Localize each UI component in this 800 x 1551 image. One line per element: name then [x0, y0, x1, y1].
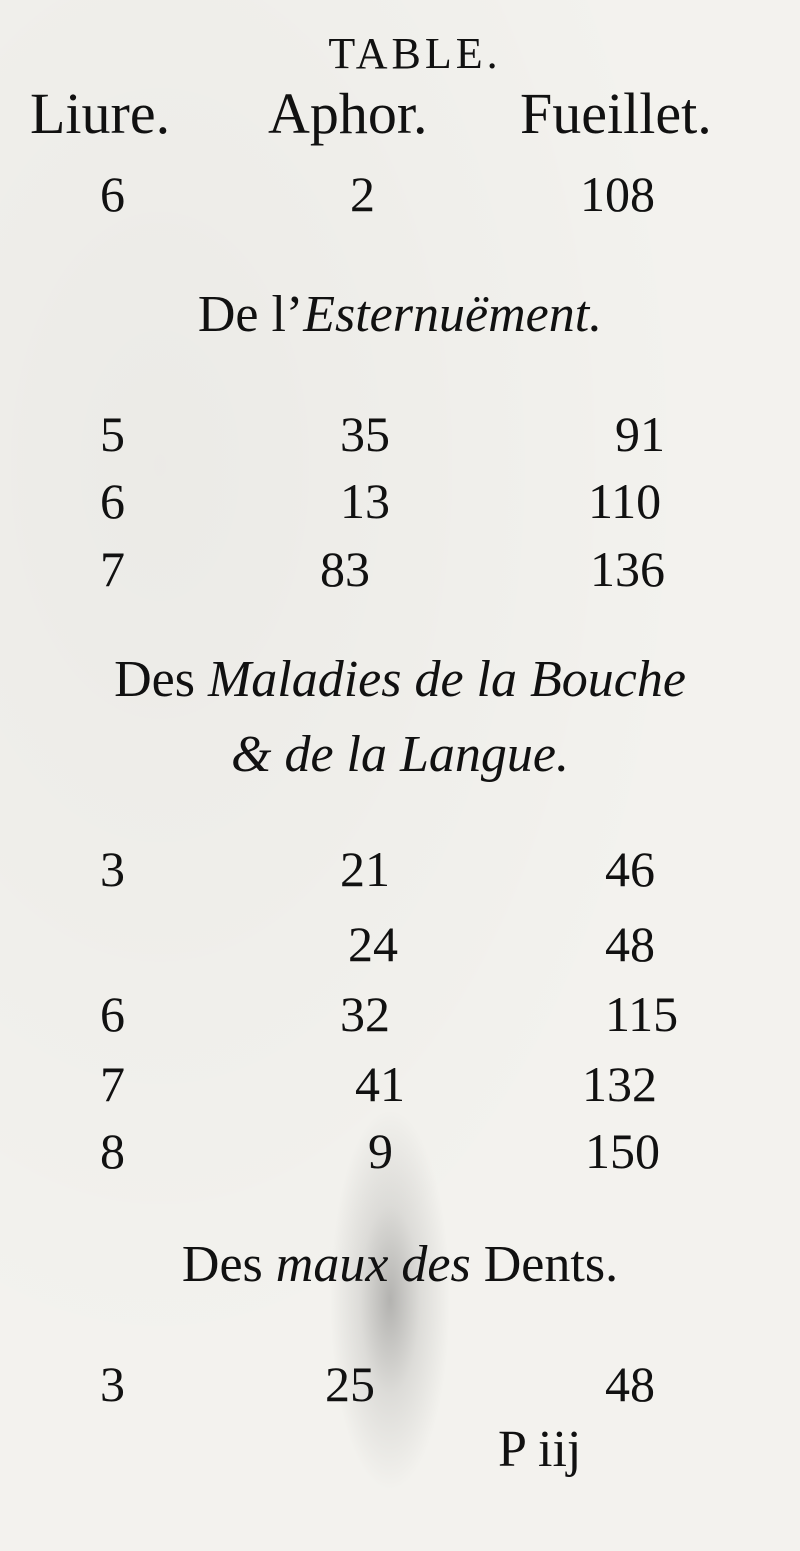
cell-liure: 7 [100, 1056, 125, 1112]
cell-aphor: 21 [340, 841, 390, 897]
heading-prefix: Des [181, 1236, 276, 1293]
cell-liure: 3 [100, 841, 125, 897]
table-row [0, 915, 800, 975]
cell-fueillet: 108 [580, 166, 655, 222]
table-row [0, 472, 800, 532]
cell-fueillet: 46 [605, 841, 655, 897]
table-row [0, 1122, 800, 1182]
heading-italic: Esternuëment. [303, 286, 603, 343]
cell-aphor: 25 [325, 1356, 375, 1412]
heading-italic: Maladies de la Bouche [207, 651, 686, 708]
section-heading-maladies-line2 [0, 725, 800, 784]
cell-fueillet: 136 [590, 541, 665, 597]
cell-aphor: 83 [320, 541, 370, 597]
cell-fueillet: 110 [588, 473, 662, 529]
cell-liure: 6 [100, 473, 125, 529]
table-row [0, 540, 800, 600]
table-row [0, 165, 800, 225]
cell-fueillet: 48 [605, 916, 655, 972]
column-header-fueillet: Fueillet. [520, 81, 712, 146]
cell-fueillet: 91 [615, 406, 665, 462]
cell-fueillet: 150 [585, 1123, 660, 1179]
section-heading-maladies-line1 [0, 650, 800, 709]
section-heading-esternuement [0, 285, 800, 344]
cell-fueillet: 132 [582, 1056, 657, 1112]
cell-liure: 6 [100, 166, 125, 222]
heading-prefix: De l’ [197, 286, 304, 343]
cell-liure: 8 [100, 1123, 125, 1179]
table-row [0, 840, 800, 900]
table-row [0, 985, 800, 1045]
cell-liure: 6 [100, 986, 125, 1042]
cell-fueillet: 48 [605, 1356, 655, 1412]
cell-liure: 3 [100, 1356, 125, 1412]
table-row [0, 1055, 800, 1115]
column-headers [0, 80, 800, 150]
cell-aphor: 2 [350, 166, 375, 222]
cell-aphor: 13 [340, 473, 390, 529]
cell-aphor: 9 [368, 1123, 393, 1179]
column-header-aphor: Aphor. [268, 81, 428, 146]
cell-liure: 7 [100, 541, 125, 597]
cell-aphor: 35 [340, 406, 390, 462]
section-heading-dents [0, 1235, 800, 1294]
table-row [0, 1355, 800, 1415]
cell-fueillet: 115 [605, 986, 679, 1042]
cell-liure: 5 [100, 406, 125, 462]
heading-prefix: Des [114, 651, 208, 708]
heading-italic: & de la Langue. [231, 726, 569, 783]
cell-aphor: 41 [355, 1056, 405, 1112]
heading-italic: maux des [275, 1236, 471, 1293]
heading-suffix: Dents. [470, 1236, 619, 1293]
cell-aphor: 24 [348, 916, 398, 972]
cell-aphor: 32 [340, 986, 390, 1042]
running-head: TABLE. [328, 29, 502, 78]
column-header-liure: Liure. [30, 81, 171, 146]
signature-mark: P iij [498, 1421, 582, 1478]
table-row [0, 405, 800, 465]
